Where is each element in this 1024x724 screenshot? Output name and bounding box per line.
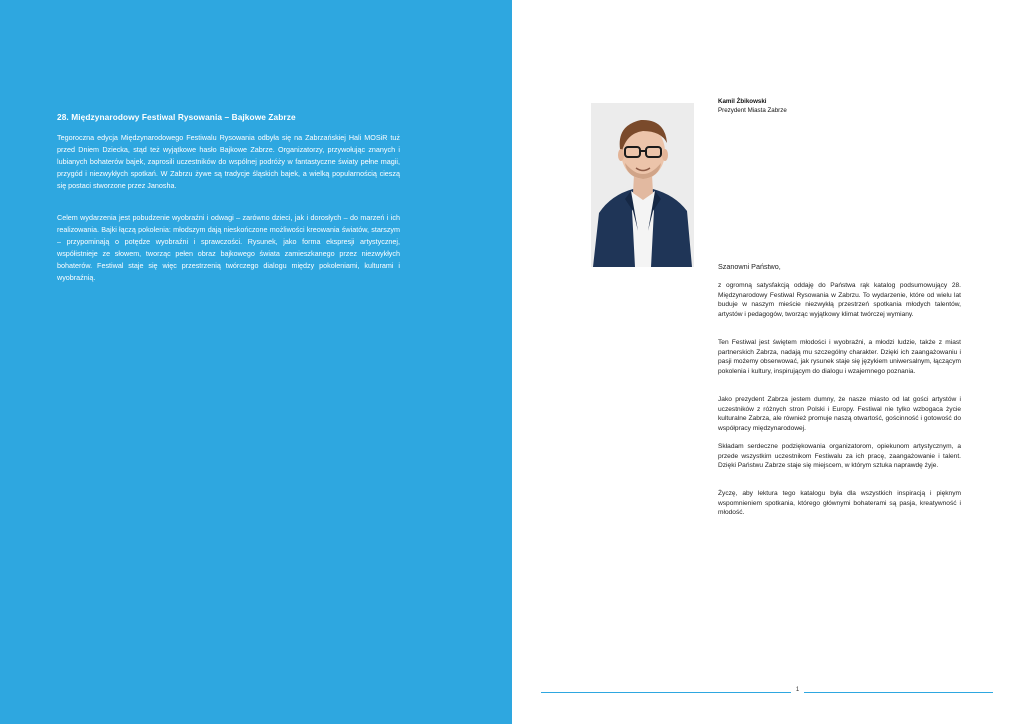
letter-greeting: Szanowni Państwo, [718,262,781,271]
festival-paragraph-1: Tegoroczna edycja Międzynarodowego Festiwalu Rysowania odbyła się na Zabrzańskiej Hali MOSiR tuż przed Dniem Dziecka, stąd też wyjątkowe hasło Bajkowe Zabrze. Organizatorzy, przywołując znanych i lubianych bohaterów bajek, zaprosili uczestników do wspólnej podróży w fantastyczne światy pełne magii, przygód i niezwykłych spotkań. W Zabrzu żywe są tradycje śląskich bajek, a wielką popularnością cieszą się postaci stworzone przez Janosha. [57,133,400,190]
mayor-name: Kamil Żbikowski [718,98,767,105]
letter-paragraph-5: Życzę, aby lektura tego katalogu była dla wszystkich inspiracją i pięknym wspomnieniem spotkania, którego głównymi bohaterami są pasja, kreatywność i młodość. [718,490,961,516]
festival-paragraph-2: Celem wydarzenia jest pobudzenie wyobraźni i odwagi – zarówno dzieci, jak i dorosłych – do marzeń i ich realizowania. Bajki łączą pokolenia: młodszym dają nieskończone możliwości kreowania światów, starszym – przypominają o potędze wyobraźni i sprawczości. Rysunek, jako forma ekspresji artystycznej, współistnieje ze słowem, tworząc pełen obraz bajkowego świata zamieszkanego przez niezwykłych bohaterów. Festiwal staje się więc przestrzenią twórczego dialogu między pokoleniami, kulturami i wyobraźnią. [57,213,400,282]
letter-paragraph-3: Jako prezydent Zabrza jestem dumny, że nasze miasto od lat gości artystów i uczestników z różnych stron Polski i Europy. Festiwal nie tylko wzbogaca życie kulturalne Zabrza, ale również promuje naszą otwartość, gościnność i gotowość do współpracy międzynarodowej. [718,396,961,432]
letter-paragraph-4: Składam serdeczne podziękowania organizatorom, opiekunom artystycznym, a przede wszystkim uczestnikom Festiwalu za ich pracę, zaangażowanie i talent. Dzięki Państwu Zabrze staje się miejscem, w którym sztuka naprawdę żyje. [718,443,961,469]
letter-paragraph-1: z ogromną satysfakcją oddaję do Państwa rąk katalog podsumowujący 28. Międzynarodowy Festiwal Rysowania w Zabrzu. To wydarzenie, które od wielu lat buduje w naszym mieście niezwykłą przestrzeń spotkania młodych talentów, artystów i pedagogów, tworząc wyjątkowy klimat twórczej wymiany. [718,282,961,318]
footer-divider-left [541,692,791,693]
mayor-role: Prezydent Miasta Zabrze [718,107,787,114]
portrait-icon [591,103,694,267]
page-number: 1 [795,687,800,693]
footer-divider-right [804,692,993,693]
festival-title: 28. Międzynarodowy Festiwal Rysowania – Bajkowe Zabrze [57,112,296,122]
letter-paragraph-2: Ten Festiwal jest świętem młodości i wyobraźni, a młodzi ludzie, także z miast partnerskich Zabrza, nadają mu szczególny charakter. Dzięki ich zaangażowaniu i pasji możemy obserwować, jak rysunek staje się językiem uniwersalnym, łączącym pokolenia i kultury, inspirującym do dialogu i wzajemnego poznania. [718,339,961,375]
mayor-portrait-photo [591,103,694,267]
